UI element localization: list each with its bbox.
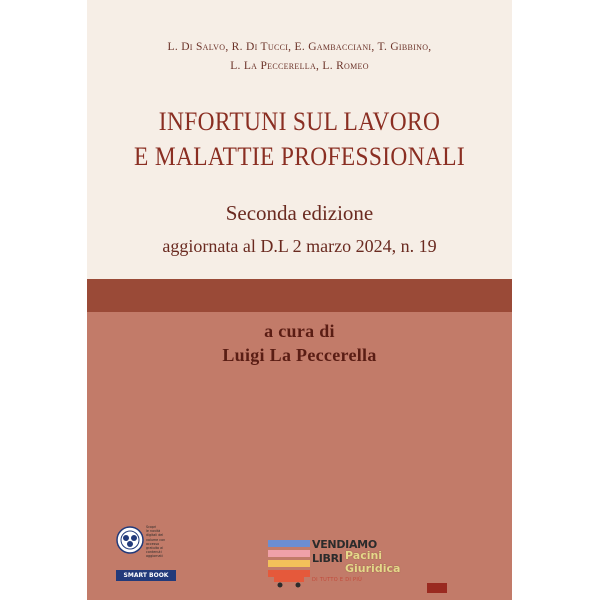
- smart-book-label: SMART BOOK: [116, 570, 176, 581]
- smart-book-text-line: contenuti: [146, 550, 162, 555]
- cart-icon: [272, 576, 308, 588]
- publisher-name: [345, 549, 400, 575]
- publisher-mark: [427, 583, 447, 593]
- smart-book-description: [146, 525, 176, 559]
- book-title-line-1: INFORTUNI SUL LAVORO: [158, 107, 441, 136]
- logo-stripe-pink: [268, 550, 310, 557]
- smart-book-text-line: aggiornati: [146, 554, 163, 559]
- publisher-line-1: Pacini: [345, 549, 383, 562]
- book-cover: [87, 0, 512, 600]
- logo-stripe-blue: [268, 540, 310, 547]
- seller-word-1: VENDIAMO: [312, 538, 377, 551]
- authors-line-1: L. Di Salvo, R. Di Tucci, E. Gambacciani, T. Gibbino,: [167, 41, 432, 53]
- seller-tagline: DI TUTTO E DI PIÙ: [312, 577, 363, 583]
- seller-logo: [268, 534, 408, 594]
- smart-book-text-line: Scopri: [146, 525, 157, 529]
- smart-book-text-line: le novità: [146, 529, 161, 534]
- smart-book-text-line: gratuito ai: [146, 546, 164, 551]
- smart-book-text-line: digitali del: [146, 533, 164, 538]
- update-note: aggiornata al D.L 2 marzo 2024, n. 19: [162, 236, 437, 256]
- publisher-line-2: Giuridica: [345, 562, 401, 575]
- smart-book-text-line: volume con: [146, 537, 166, 542]
- curator-label: a cura di: [264, 321, 335, 341]
- smart-book-text-line: accesso: [146, 541, 160, 546]
- cover-band: [87, 279, 512, 312]
- book-title-line-2: E MALATTIE PROFESSIONALI: [133, 142, 466, 171]
- authors-line-2: L. La Peccerella, L. Romeo: [230, 60, 369, 72]
- smart-book-badge: [116, 520, 176, 590]
- curator-name: Luigi La Peccerella: [222, 345, 377, 365]
- edition-label: Seconda edizione: [225, 201, 374, 225]
- seal-icon: [116, 526, 144, 554]
- logo-stripe-yellow: [268, 560, 310, 567]
- seller-word-2: LIBRI: [312, 552, 343, 565]
